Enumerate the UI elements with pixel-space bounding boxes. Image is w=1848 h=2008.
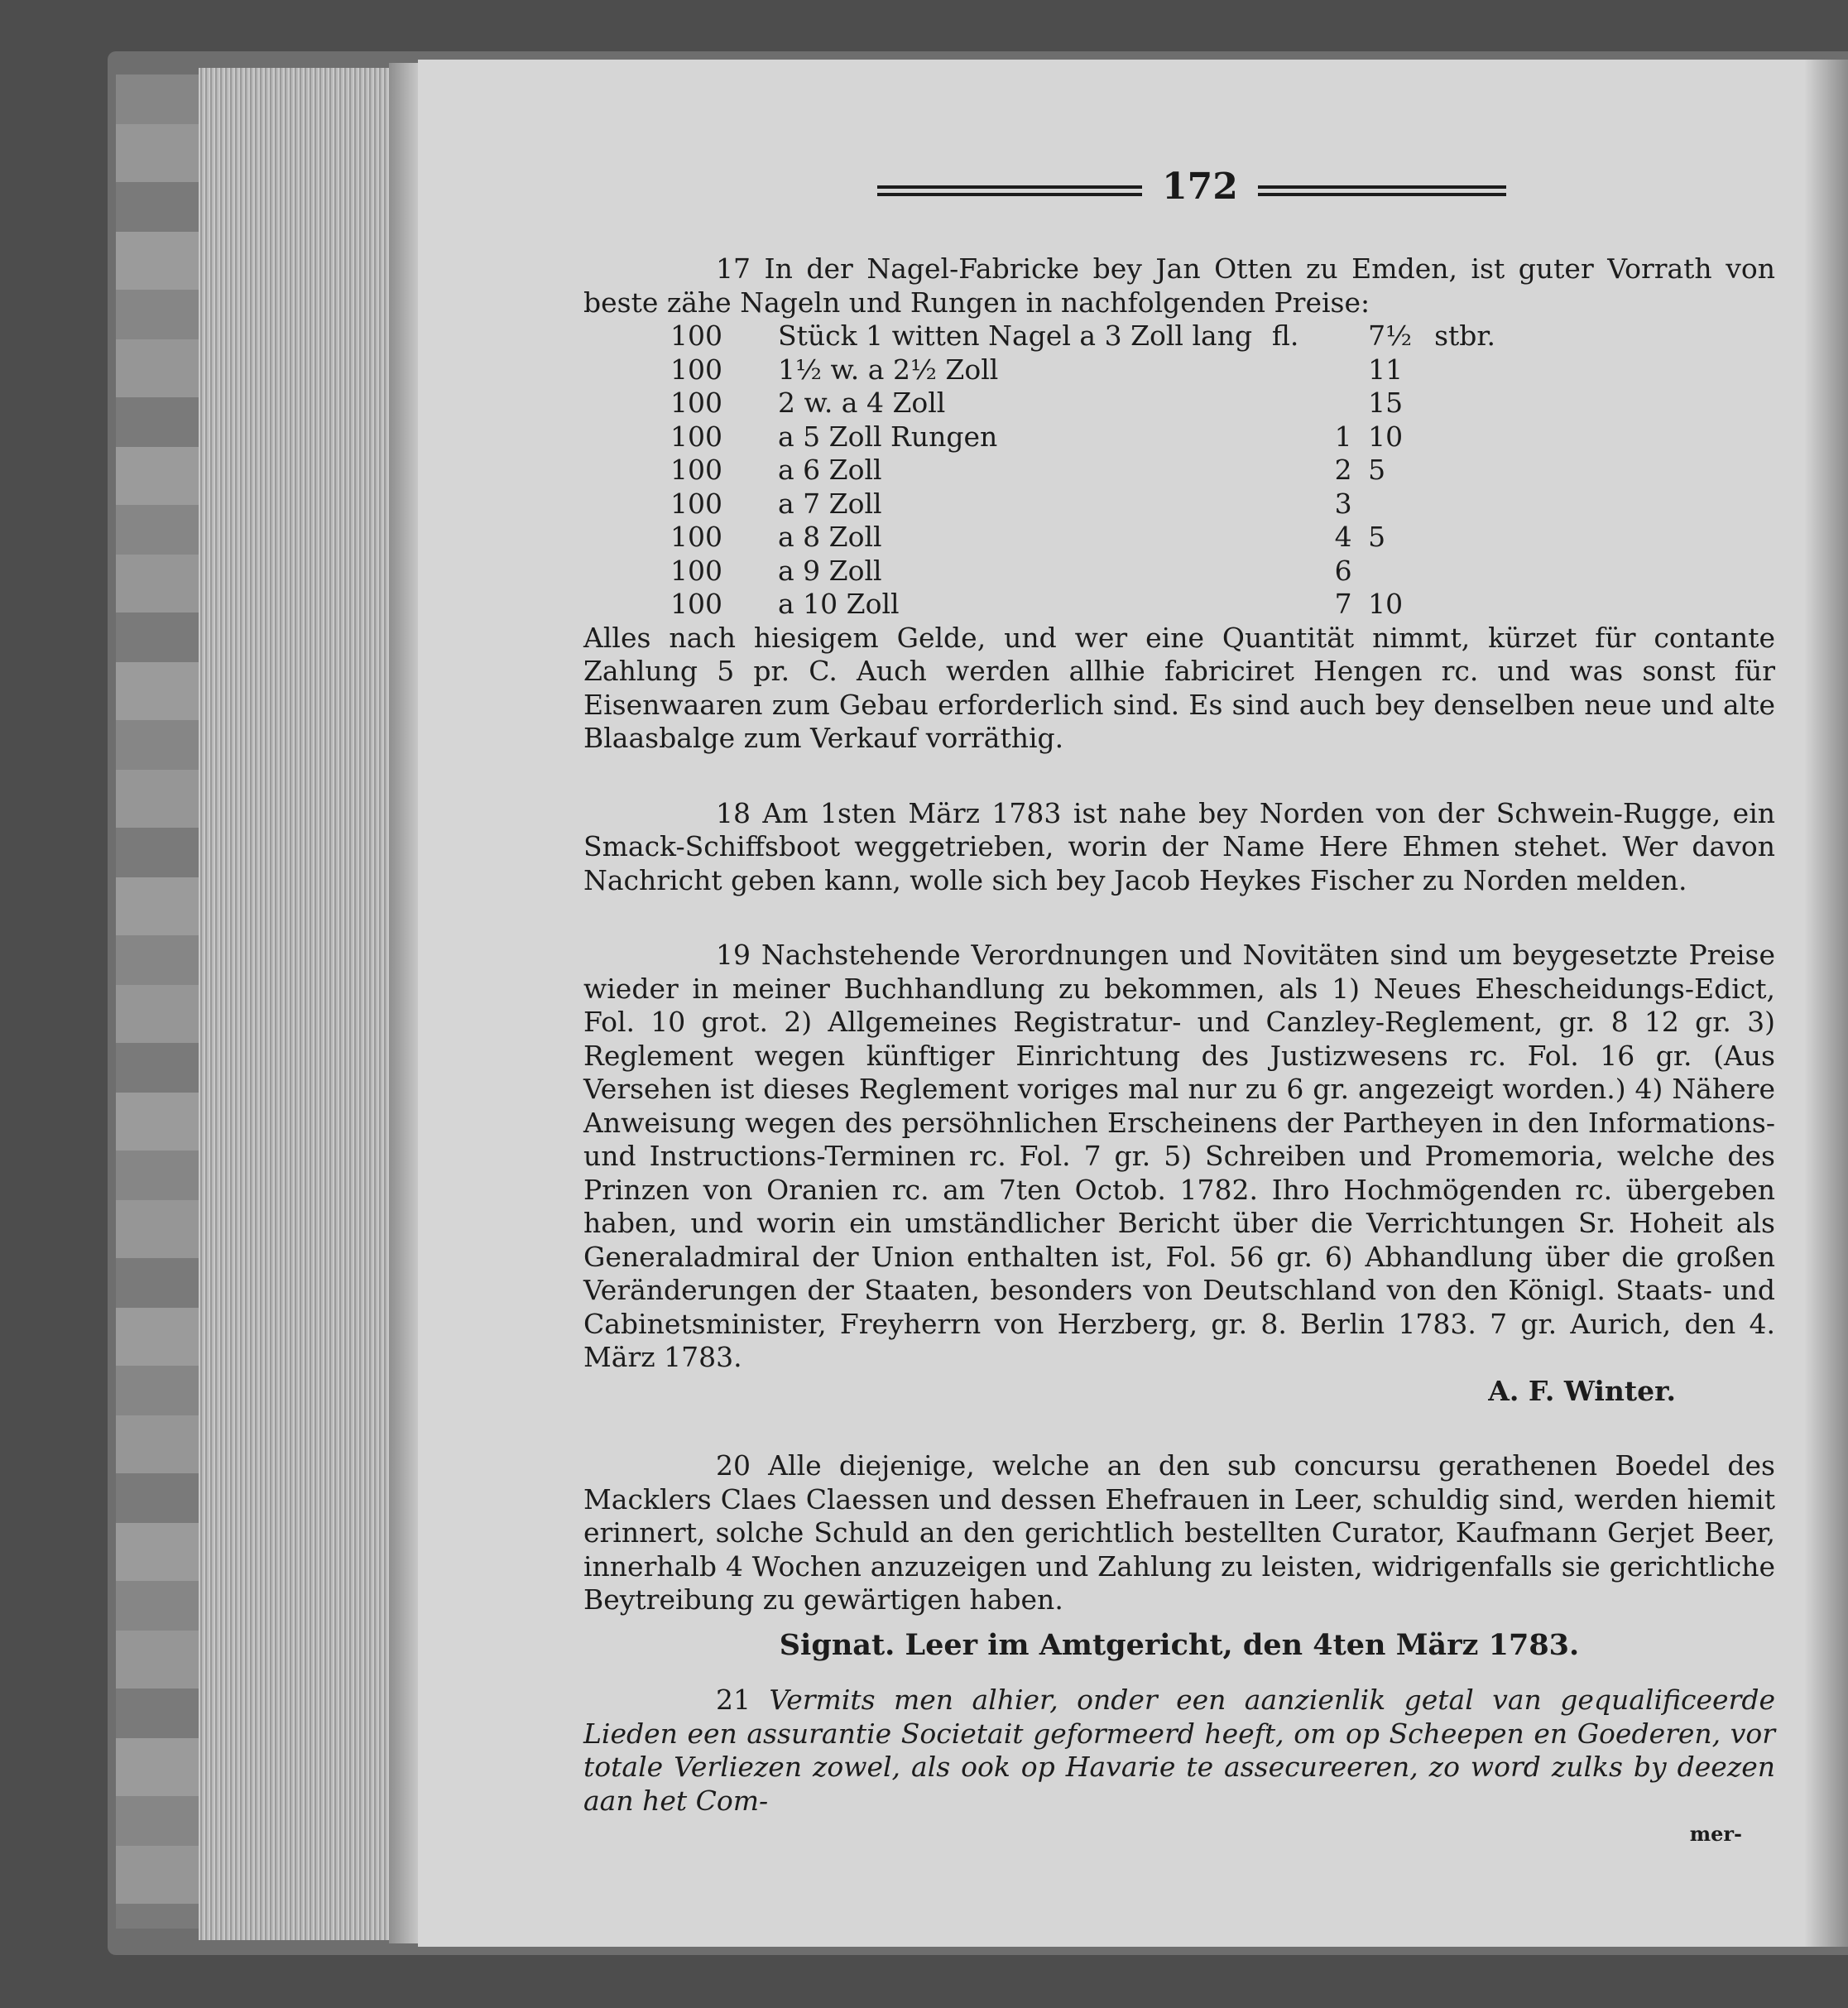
price-amount: 5	[1368, 521, 1386, 553]
entry-21-text: Vermits men alhier, onder een aanzienlik getal van gequalificeerde Lieden een assurantie Societait geformeerd heeft, om op Scheepen en Goederen, vor totale Verliezen zowel, als ook op Havarie te assecureeren, zo word zulks by deezen aan het Com-	[583, 1684, 1775, 1817]
price-amount: 15	[1368, 387, 1404, 419]
price-row	[670, 319, 1500, 353]
price-row	[670, 488, 1500, 521]
page-right-shadow	[1804, 60, 1848, 1947]
price-table	[670, 319, 1500, 622]
cover-mottled-edge	[116, 74, 205, 1929]
price-currency	[1252, 488, 1318, 521]
price-unit	[1434, 488, 1500, 521]
price-unit	[1434, 420, 1500, 454]
price-currency	[1252, 521, 1318, 555]
price-amount: 5	[1368, 454, 1386, 486]
price-amount: 10	[1368, 420, 1404, 453]
price-currency	[1252, 555, 1318, 588]
spacer	[583, 1408, 1775, 1449]
price-stuiver	[1318, 319, 1368, 353]
entry-18: 18 Am 1sten März 1783 ist nahe bey Norden von der Schwein-Rugge, ein Smack-Schiffsboot weggetrieben, worin der Name Here Ehmen stehet. Wer davon Nachricht geben kann, wolle sich bey Jacob Heykes Fischer zu Norden melden.	[583, 796, 1775, 896]
price-qty: 100	[670, 353, 722, 386]
price-stuiver	[1318, 353, 1368, 387]
entry-17-intro: 17 In der Nagel-Fabricke bey Jan Otten zu Emden, ist guter Vorrath von beste zähe Nageln und Rungen in nachfolgenden Preise:	[583, 252, 1775, 319]
spacer	[583, 756, 1775, 797]
catchword: mer-	[1689, 1822, 1742, 1846]
price-unit	[1434, 387, 1500, 420]
price-unit	[1434, 588, 1500, 622]
price-row	[670, 555, 1500, 588]
page-number: 172	[1162, 166, 1238, 208]
price-desc: a 7 Zoll	[778, 487, 882, 520]
price-row	[670, 454, 1500, 488]
price-stuiver: 2	[1334, 454, 1352, 486]
price-desc: a 8 Zoll	[778, 521, 882, 553]
price-currency	[1252, 454, 1318, 488]
page-block-edges	[199, 68, 391, 1940]
price-amount	[1368, 555, 1434, 588]
price-row	[670, 353, 1500, 387]
price-currency	[1252, 588, 1318, 622]
price-currency	[1252, 353, 1318, 387]
page-header	[877, 166, 1730, 215]
price-desc: 1½ w. a 2½ Zoll	[778, 353, 999, 386]
header-rule-left	[877, 185, 1142, 197]
price-unit	[1434, 555, 1500, 588]
price-stuiver: 1	[1334, 420, 1352, 453]
price-qty: 100	[670, 420, 722, 453]
entry-21	[583, 1684, 1775, 1818]
price-currency	[1252, 420, 1318, 454]
entry-17-closing: Alles nach hiesigem Gelde, und wer eine Quantität nimmt, kürzet für contante Zahlung 5 pr. C. Auch werden allhie fabriciret Hengen rc. und was sonst für Eisenwaaren zum Gebau erforderlich sind. Es sind auch bey denselben neue und alte Blaasbalge zum Verkauf vorräthig.	[583, 621, 1775, 754]
entry-20-signat: Signat. Leer im Amtgericht, den 4ten März 1783.	[779, 1627, 1580, 1662]
price-desc: a 5 Zoll Rungen	[778, 420, 998, 453]
price-stuiver: 6	[1334, 554, 1352, 587]
gutter-shadow	[389, 63, 422, 1943]
price-desc: a 10 Zoll	[778, 588, 900, 620]
text-column	[583, 252, 1775, 1852]
price-row	[670, 387, 1500, 420]
price-stuiver: 3	[1334, 487, 1352, 520]
price-unit	[1434, 454, 1500, 488]
price-row	[670, 588, 1500, 622]
price-stuiver	[1318, 387, 1368, 420]
price-qty: 100	[670, 487, 722, 520]
header-rule-right	[1258, 185, 1506, 197]
price-unit	[1434, 353, 1500, 387]
price-amount	[1368, 488, 1434, 521]
price-qty: 100	[670, 387, 722, 419]
entry-19-signature: A. F. Winter.	[1488, 1374, 1676, 1407]
price-amount: 7½	[1368, 319, 1413, 352]
spacer	[583, 897, 1775, 939]
price-desc: Stück 1 witten Nagel a 3 Zoll lang	[778, 319, 1253, 352]
price-row	[670, 521, 1500, 555]
price-qty: 100	[670, 454, 722, 486]
price-qty: 100	[670, 588, 722, 620]
price-row	[670, 420, 1500, 454]
price-unit	[1434, 521, 1500, 555]
entry-20: 20 Alle diejenige, welche an den sub concursu gerathenen Boedel des Macklers Claes Claessen und dessen Ehefrauen in Leer, schuldig sind, werden hiemit erinnert, solche Schuld an den gerichtlich bestellten Curator, Kaufmann Gerjet Beer, innerhalb 4 Wochen anzuzeigen und Zahlung zu leisten, widrigenfalls sie gerichtliche Beytreibung zu gewärtigen haben.	[583, 1449, 1775, 1616]
price-desc: a 9 Zoll	[778, 554, 882, 587]
price-stuiver: 7	[1334, 588, 1352, 620]
price-stuiver: 4	[1334, 521, 1352, 553]
price-qty: 100	[670, 521, 722, 553]
entry-21-number: 21	[716, 1684, 751, 1716]
price-qty: 100	[670, 319, 722, 352]
price-currency	[1252, 387, 1318, 420]
entry-19: 19 Nachstehende Verordnungen und Novitäten sind um beygesetzte Preise wieder in meiner Buchhandlung zu bekommen, als 1) Neues Ehescheidungs-Edict, Fol. 10 grot. 2) Allgemeines Registratur- und Canzley-Reglement, gr. 8 12 gr. 3) Reglement wegen künftiger Einrichtung des Justizwesens rc. Fol. 16 gr. (Aus Versehen ist dieses Reglement voriges mal nur zu 6 gr. angezeigt worden.) 4) Nähere Anweisung wegen des persöhnlichen Erscheinens der Partheyen in den Informations- und Instructions-Terminen rc. Fol. 7 gr. 5) Schreiben und Promemoria, welche des Prinzen von Oranien rc. am 7ten Octob. 1782. Ihro Hochmögenden rc. übergeben haben, und worin ein umständlicher Bericht über die Verrichtungen Sr. Hoheit als Generaladmiral der Union enthalten ist, Fol. 56 gr. 6) Abhandlung über die großen Veränderungen der Staaten, besonders von Deutschland von den Königl. Staats- und Cabinetsminister, Freyherrn von Herzberg, gr. 8. Berlin 1783. 7 gr. Aurich, den 4. März 1783.	[583, 939, 1775, 1373]
price-qty: 100	[670, 554, 722, 587]
price-currency: fl.	[1271, 319, 1299, 352]
price-desc: 2 w. a 4 Zoll	[778, 387, 946, 419]
price-desc: a 6 Zoll	[778, 454, 882, 486]
price-amount: 10	[1368, 588, 1404, 620]
price-unit: stbr.	[1434, 319, 1496, 352]
price-amount: 11	[1368, 353, 1404, 386]
